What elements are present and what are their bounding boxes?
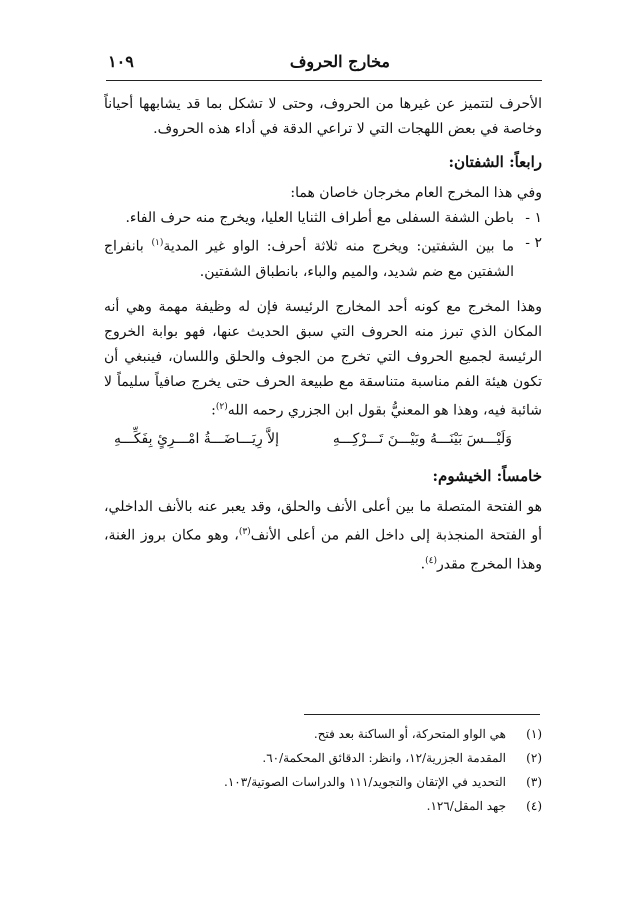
footnotes [104, 722, 542, 818]
footnote-ref: (٤) [425, 555, 437, 566]
footnote-number: (٢) [526, 751, 542, 765]
footnote-rule [304, 714, 540, 715]
header-rule [106, 80, 542, 81]
footnote-text: هي الواو المتحركة، أو الساكنة بعد فتح. [313, 727, 506, 741]
footnote-text: التحديد في الإتقان والتجويد/١١١ والدراسات الصوتية/١٠٣. [224, 775, 506, 789]
list-text: ما بين الشفتين: ويخرج منه ثلاثة أحرف: الواو غير المدية [163, 238, 514, 255]
footnote-text: جهد المقل/١٢٦. [426, 799, 506, 813]
page-number: ١٠٩ [108, 52, 134, 71]
list-number: ٢ - [525, 235, 542, 251]
footnote-ref: (١) [151, 238, 164, 248]
paragraph-2 [104, 295, 542, 424]
main-text [104, 92, 542, 578]
poem-verse [104, 423, 542, 456]
list-text: باطن الشفة السفلى مع أطراف الثنايا العليا، ويخرج منه حرف الفاء. [125, 210, 514, 226]
paragraph-1: الأحرف لتتميز عن غيرها من الحروف، وحتى لا تشكل بما قد يشابهها أحياناً وخاصة في بعض اللهجات التي لا تراعي الدقة في أداء هذه الحروف. [104, 96, 542, 137]
section-heading-lips: رابعاً: الشفتان: [448, 153, 542, 171]
list-text-cont: بانفراج الشفتين مع ضم شديد، والميم والباء، بانطباق الشفتين. [104, 238, 514, 280]
section-intro: وفي هذا المخرج العام مخرجان خاصان هما: [290, 185, 542, 201]
footnote [104, 794, 542, 818]
list-item [104, 231, 542, 285]
running-title: مخارج الحروف [289, 52, 390, 71]
footnote-number: (٤) [526, 799, 542, 813]
paragraph-3 [104, 495, 542, 577]
list-number: ١ - [525, 210, 542, 226]
paragraph-text: وهذا المخرج مع كونه أحد المخارج الرئيسة فإن له وظيفة مهمة وهي أنه المكان الذي تبرز منه الحروف التي سبق الحديث عنها، فهو بوابة الخروج الرئيسة لجميع الحروف التي تخرج من الجوف والحلق واللسان، فينبغي أن تكون هيئة الفم مناسبة متناسقة مع طبيعة الحرف حتى يخرج صافياً سليماً لا شائبة فيه، وهذا هو المعنيُّ بقول ابن الجزري رحمه الله [104, 298, 542, 419]
list-item [104, 206, 542, 231]
footnote-ref: (٣) [238, 527, 251, 538]
verse-hemistich-right: وَلَيْـــسَ بَيْنَـــهُ وبَيْـــنَ تَـــرْكِـــهِ [332, 431, 512, 448]
footnote-number: (٣) [526, 775, 542, 789]
paragraph-text: ، وهو مكان بروز الغنة، وهذا المخرج مقدر [104, 527, 542, 573]
footnote-number: (١) [526, 727, 542, 741]
paragraph-text: هو الفتحة المتصلة ما بين أعلى الأنف والحلق، وقد يعبر عنه بالأنف الداخلي، أو الفتحة المنجذبة إلى داخل الفم من أعلى الأنف [104, 499, 542, 544]
footnote [104, 770, 542, 794]
footnote-ref: (٢) [215, 401, 228, 412]
paragraph-text: . [420, 556, 426, 573]
verse-hemistich-left: إلاَّ رِيَـــاضَـــةُ امْـــرِئٍ بِفَكِّـــهِ [114, 431, 280, 448]
section-heading-nasal: خامساً: الخيشوم: [432, 467, 542, 486]
footnote [104, 746, 542, 770]
footnote-text: المقدمة الجزرية/١٢، وانظر: الدقائق المحكمة/٦٠. [262, 751, 506, 765]
footnote [104, 722, 542, 746]
page-header [108, 52, 540, 80]
paragraph-text: : [211, 402, 216, 419]
spacer [104, 285, 542, 295]
